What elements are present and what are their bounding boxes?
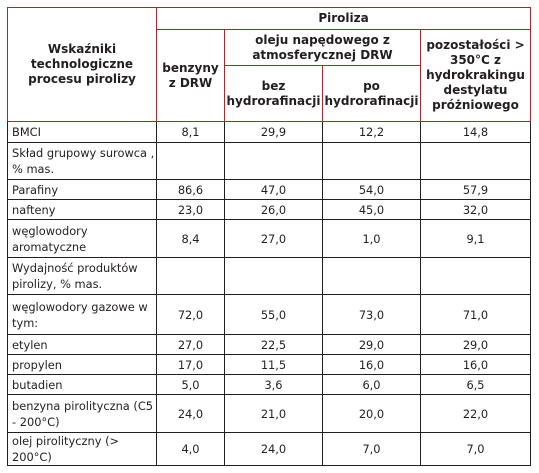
row-value: 11,5	[225, 355, 323, 375]
row-value: 17,0	[157, 355, 225, 375]
row-value: 27,0	[225, 220, 323, 258]
row-value: 29,0	[421, 335, 531, 355]
row-value: 5,0	[157, 375, 225, 395]
table-row	[8, 295, 531, 335]
row-label: Parafiny	[8, 180, 157, 200]
row-value: 45,0	[323, 200, 421, 220]
table-row	[8, 375, 531, 395]
row-value: 14,8	[421, 122, 531, 143]
row-label: węglowodory aromatyczne	[8, 220, 157, 258]
table-row	[8, 200, 531, 220]
row-value: 86,6	[157, 180, 225, 200]
row-value: 20,0	[323, 395, 421, 433]
row-value: 21,0	[225, 395, 323, 433]
row-label: Skład grupowy surowca , % mas.	[8, 143, 157, 180]
row-value	[225, 143, 323, 180]
table-row	[8, 143, 531, 180]
row-value: 57,9	[421, 180, 531, 200]
table-body	[8, 122, 531, 466]
row-value: 29,9	[225, 122, 323, 143]
row-value: 22,0	[421, 395, 531, 433]
pyrolysis-table	[7, 7, 531, 466]
table-row	[8, 355, 531, 375]
row-label: propylen	[8, 355, 157, 375]
table-row	[8, 335, 531, 355]
row-value: 29,0	[323, 335, 421, 355]
row-label: etylen	[8, 335, 157, 355]
row-value	[421, 143, 531, 180]
row-label: olej pirolityczny (> 200°C)	[8, 433, 157, 466]
table-row	[8, 395, 531, 433]
row-value: 8,4	[157, 220, 225, 258]
row-value: 7,0	[421, 433, 531, 466]
row-value: 73,0	[323, 295, 421, 335]
row-value: 8,1	[157, 122, 225, 143]
row-value: 16,0	[323, 355, 421, 375]
row-value	[225, 258, 323, 295]
table-row	[8, 433, 531, 466]
row-value	[323, 258, 421, 295]
row-value	[157, 258, 225, 295]
row-label: węglowodory gazowe w tym:	[8, 295, 157, 335]
table-row	[8, 180, 531, 200]
row-value: 55,0	[225, 295, 323, 335]
row-label: benzyna pirolityczna (C5 - 200°C)	[8, 395, 157, 433]
table-row	[8, 122, 531, 143]
row-label: BMCI	[8, 122, 157, 143]
row-value: 24,0	[157, 395, 225, 433]
header-bez: bez hydrorafinacji	[225, 66, 323, 122]
row-value: 3,6	[225, 375, 323, 395]
row-value: 32,0	[421, 200, 531, 220]
row-value: 12,2	[323, 122, 421, 143]
header-indicator: Wskaźniki technologiczne procesu pirolizy	[8, 8, 157, 122]
row-label: butadien	[8, 375, 157, 395]
row-value	[421, 258, 531, 295]
row-value: 22,5	[225, 335, 323, 355]
header-olej-group: oleju napędowego z atmosferycznej DRW	[225, 30, 421, 66]
row-value	[323, 143, 421, 180]
row-value: 16,0	[421, 355, 531, 375]
row-value: 23,0	[157, 200, 225, 220]
row-value: 6,5	[421, 375, 531, 395]
row-label: nafteny	[8, 200, 157, 220]
header-benzyny: benzyny z DRW	[157, 30, 225, 122]
row-value	[157, 143, 225, 180]
row-value: 27,0	[157, 335, 225, 355]
row-value: 72,0	[157, 295, 225, 335]
row-label: Wydajność produktów pirolizy, % mas.	[8, 258, 157, 295]
row-value: 6,0	[323, 375, 421, 395]
table-row	[8, 220, 531, 258]
row-value: 7,0	[323, 433, 421, 466]
row-value: 9,1	[421, 220, 531, 258]
header-po: po hydrorafinacji	[323, 66, 421, 122]
header-pozostalosci: pozostałości > 350°C z hydrokrakingu destylatu próżniowego	[421, 30, 531, 122]
row-value: 71,0	[421, 295, 531, 335]
row-value: 1,0	[323, 220, 421, 258]
row-value: 26,0	[225, 200, 323, 220]
row-value: 4,0	[157, 433, 225, 466]
row-value: 24,0	[225, 433, 323, 466]
header-piroliza: Piroliza	[157, 8, 531, 30]
row-value: 54,0	[323, 180, 421, 200]
row-value: 47,0	[225, 180, 323, 200]
table-row	[8, 258, 531, 295]
